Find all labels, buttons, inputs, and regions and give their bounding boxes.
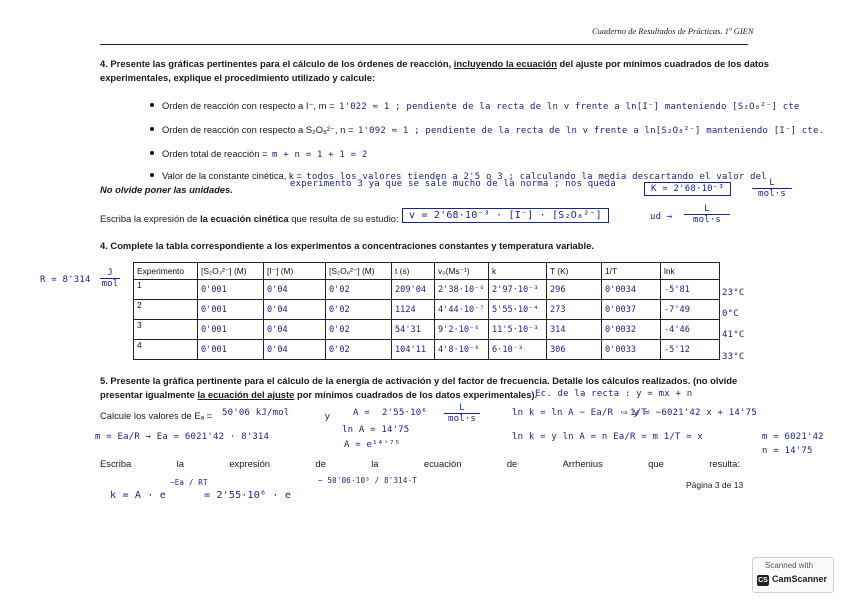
arrhenius-prompt	[100, 458, 740, 469]
rate-equation-prompt	[100, 213, 399, 224]
camscanner-logo-icon: CS	[758, 577, 768, 584]
bullet-answer: m + n = 1 + 1 = 2	[272, 150, 368, 160]
k-units-den: mol·s	[757, 189, 787, 199]
cell-time: 1124	[392, 300, 435, 320]
cell-thiosulfate: 0'001	[198, 280, 264, 300]
arrhenius-word: expresión	[229, 458, 270, 469]
units-reminder: No olvide poner las unidades.	[100, 184, 233, 195]
th-v0: v₀(Ms⁻¹)	[435, 263, 489, 280]
arrhenius-exponent-1: −Ea / RT	[170, 478, 208, 487]
cell-lnk: -5'81	[661, 280, 720, 300]
cell-thiosulfate: 0'001	[198, 340, 264, 360]
cell-thiosulfate: 0'001	[198, 300, 264, 320]
lnA-equation: ln A = 14'75	[342, 425, 410, 435]
table-row	[134, 280, 720, 300]
bullet-dot	[150, 103, 154, 107]
cell-exp: 1	[134, 280, 198, 300]
th-iodide: [I⁻] (M)	[264, 263, 326, 280]
arrhenius-word: resulta:	[709, 458, 740, 469]
arrhenius-exponent-2: − 50'06·10³ / 8'314·T	[318, 476, 418, 485]
q4-text-end: del ajuste por mínimos cuadrados de los datos	[556, 58, 769, 69]
cell-time: 54'31	[392, 320, 435, 340]
variable-mapping: ln k = y ln A = n Ea/R = m 1/T = x	[512, 432, 704, 442]
stamp-line1: Scanned with	[765, 561, 814, 570]
arrhenius-word: Arrhenius	[562, 458, 603, 469]
bullet-order-persulfate	[150, 120, 824, 138]
arrhenius-word: de	[315, 458, 326, 469]
question-4-orders-line2: experimentales, explique el procedimiento utilizado y calcule:	[100, 72, 376, 83]
cell-k: 11'5·10⁻³	[489, 320, 547, 340]
side-temp-4: 33°C	[722, 352, 745, 362]
A-exponential: A = e¹⁴'⁷⁵	[344, 440, 401, 450]
cell-v0: 2'38·10⁻⁶	[435, 280, 489, 300]
cell-thiosulfate: 0'001	[198, 320, 264, 340]
cell-persulfate: 0'02	[326, 280, 392, 300]
lnk-equation: ln k = ln A − Ea/R · 1/T	[512, 408, 647, 418]
q4-text-underlined: incluyendo la ecuación	[453, 58, 557, 69]
cell-iodide: 0'04	[264, 340, 326, 360]
th-inv-t: 1/T	[602, 263, 661, 280]
bullet-answer: todos los valores tienden a 2'5 o 3 ; calculando la media descartando el valor del	[306, 172, 767, 182]
cell-time: 104'11	[392, 340, 435, 360]
a-units-num: L	[444, 403, 480, 414]
side-temp-1: 23°C	[722, 288, 745, 298]
th-lnk: lnk	[661, 263, 720, 280]
cell-v0: 4'8·10⁻⁶	[435, 340, 489, 360]
cell-inv-t: 0'0032	[602, 320, 661, 340]
cell-exp: 3	[134, 320, 198, 340]
cell-lnk: -5'12	[661, 340, 720, 360]
cell-exp: 2	[134, 300, 198, 320]
bullet-dot	[150, 127, 154, 131]
ud-units-num: L	[684, 204, 730, 215]
th-persulfate: [S₂O₈²⁻] (M)	[326, 263, 392, 280]
th-time: t (s)	[392, 263, 435, 280]
bullet-label: Valor de la constante cinética, k =	[162, 170, 302, 181]
question-4-orders	[100, 58, 769, 69]
th-thiosulfate: [S₂O₃²⁻] (M)	[198, 263, 264, 280]
question-5-line2	[100, 389, 537, 400]
bullet-label: Orden total de reacción =	[162, 148, 268, 159]
page-number: Página 3 de 13	[686, 480, 744, 490]
cell-temperature: 306	[547, 340, 602, 360]
cell-lnk: -7'49	[661, 300, 720, 320]
cell-temperature: 296	[547, 280, 602, 300]
bullet-dot	[150, 173, 154, 177]
bullet-answer: 1'092 ≈ 1 ; pendiente de la recta de ln v frente a ln[S₂O₈²⁻] manteniendo [I⁻] cte.	[357, 126, 825, 136]
arrhenius-word: ecuación	[423, 458, 462, 469]
cell-k: 5'55·10⁻⁴	[489, 300, 547, 320]
bullet-label: Orden de reacción con respecto a S₂O₈²⁻, n =	[162, 124, 354, 135]
arrhenius-equation-mid: = 2'55·10⁶ · e	[204, 490, 292, 501]
calc-values-prompt: Calcule los valores de Eₐ =	[100, 410, 213, 421]
cell-inv-t: 0'0033	[602, 340, 661, 360]
arrhenius-word: de	[506, 458, 518, 469]
arrhenius-word: Escriba	[100, 458, 132, 469]
bullet-dot	[150, 151, 154, 155]
cell-persulfate: 0'02	[326, 300, 392, 320]
cell-lnk: -4'46	[661, 320, 720, 340]
a-label: A =	[353, 408, 370, 418]
rate-prompt-start: Escriba la expresión de	[100, 213, 201, 224]
cell-inv-t: 0'0037	[602, 300, 661, 320]
arrhenius-word: que	[648, 458, 664, 469]
y-word: y	[325, 410, 330, 421]
question-4-table: 4. Complete la tabla correspondiente a los experimentos a concentraciones constantes y temperatura variable.	[100, 240, 594, 251]
ea-value: 50'06 kJ/mol	[222, 408, 290, 418]
r-units-den: mol	[101, 279, 119, 289]
arrhenius-word: la	[371, 458, 379, 469]
cell-time: 209'04	[392, 280, 435, 300]
ud-label: ud →	[650, 212, 673, 222]
ud-units	[684, 204, 730, 225]
side-temp-2: 0°C	[722, 309, 739, 319]
m-value: m = 6021'42	[762, 432, 824, 442]
a-units-den: mol·s	[447, 414, 477, 424]
r-units-num: J	[100, 268, 120, 279]
th-k: k	[489, 263, 547, 280]
rate-equation-box: v = 2'68·10⁻³ · [I⁻] · [S₂O₈²⁻]	[402, 208, 609, 223]
a-units	[444, 403, 480, 424]
stamp-line2: CamScanner	[772, 574, 828, 584]
cell-temperature: 273	[547, 300, 602, 320]
camscanner-stamp	[752, 557, 834, 593]
rate-prompt-bold: la ecuación cinética	[200, 213, 289, 224]
fit-equation: ⇒ y = −6021'42 x + 14'75	[622, 408, 757, 418]
arrhenius-equation-left: k = A · e	[110, 490, 166, 501]
cell-persulfate: 0'02	[326, 340, 392, 360]
k-units-num: L	[752, 178, 792, 189]
bullet-order-iodide	[150, 96, 800, 114]
ud-units-den: mol·s	[692, 215, 722, 225]
cell-v0: 9'2·10⁻⁶	[435, 320, 489, 340]
th-temperature: T (K)	[547, 263, 602, 280]
cell-iodide: 0'04	[264, 280, 326, 300]
line-equation-note: Ec. de la recta : y = mx + n	[535, 389, 693, 399]
bullet-label: Orden de reacción con respecto a I⁻, m =	[162, 100, 335, 111]
gas-constant: R = 8'314	[40, 275, 91, 285]
q5-line2-start: presentar igualmente	[100, 389, 198, 400]
cell-k: 2'97·10⁻³	[489, 280, 547, 300]
arrhenius-word: la	[176, 458, 184, 469]
q5-line2-end: por mínimos cuadrados de los datos experimentales).	[294, 389, 538, 400]
gas-constant-units	[100, 268, 120, 289]
table-row	[134, 300, 720, 320]
rate-prompt-end: que resulta de su estudio:	[288, 213, 399, 224]
k-units	[752, 178, 792, 199]
rate-constant-continuation: experimento 3 ya que se sale mucho de la norma ; nos queda	[290, 179, 616, 189]
table-row	[134, 320, 720, 340]
cell-temperature: 314	[547, 320, 602, 340]
cell-inv-t: 0'0034	[602, 280, 661, 300]
k-value-box: K = 2'68·10⁻³	[644, 182, 731, 196]
q5-line2-underlined: la ecuación del ajuste	[197, 389, 295, 400]
experiments-table	[133, 262, 720, 360]
n-value: n = 14'75	[762, 446, 813, 456]
cell-iodide: 0'04	[264, 300, 326, 320]
th-experimento: Experimento	[134, 263, 198, 280]
side-temp-3: 41°C	[722, 330, 745, 340]
m-equation: m = Ea/R → Ea = 6021'42 · 8'314	[95, 432, 270, 442]
cell-exp: 4	[134, 340, 198, 360]
cell-v0: 4'44·10⁻⁷	[435, 300, 489, 320]
cell-k: 6·10⁻³	[489, 340, 547, 360]
page-header-title: Cuaderno de Resultados de Prácticas. 1º GIEN	[592, 26, 754, 36]
q4-text-start: 4. Presente las gráficas pertinentes para el cálculo de los órdenes de reacción,	[100, 58, 454, 69]
table-row	[134, 340, 720, 360]
bullet-total-order	[150, 144, 368, 162]
table-header-row	[134, 263, 720, 280]
header-rule	[100, 44, 748, 45]
question-5-line1: 5. Presente la gráfica pertinente para el cálculo de la energía de activación y del factor de frecuencia. Detalle los cálculos realizados. (no olvide	[100, 375, 738, 386]
a-value: 2'55·10⁶	[382, 408, 427, 418]
bullet-answer: 1'022 ≈ 1 ; pendiente de la recta de ln v frente a ln[I⁻] manteniendo [S₂O₈²⁻] cte	[338, 102, 800, 112]
cell-persulfate: 0'02	[326, 320, 392, 340]
cell-iodide: 0'04	[264, 320, 326, 340]
